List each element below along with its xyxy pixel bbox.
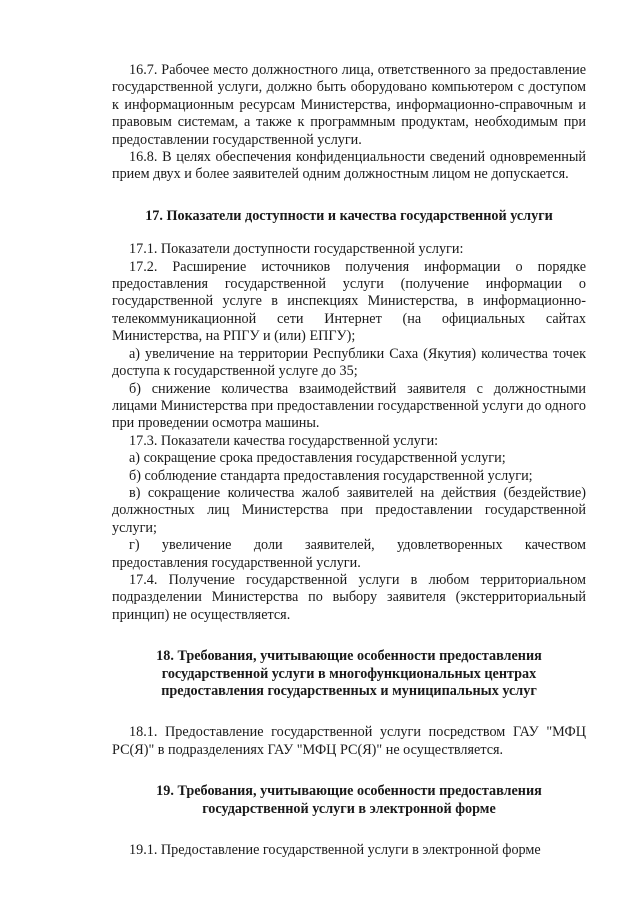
paragraph-17-2: 17.2. Расширение источников получения информации о порядке предоставления государственной услуги (получение информации о государственной услуге в инспекциях Министерства, в информационно-телекоммуникационной сети Интернет (на официальных сайтах Министерства, на РПГУ и (или) ЕПГУ); (112, 258, 586, 345)
section-18-heading-line: 18. Требования, учитывающие особенности предоставления (156, 648, 542, 665)
section-19-heading-line: 19. Требования, учитывающие особенности предоставления (156, 783, 542, 800)
section-18-heading-line: предоставления государственных и муниципальных услуг (161, 683, 537, 699)
paragraph-17-2-a: а) увеличение на территории Республики Саха (Якутия) количества точек доступа к государственной услуге до 35; (112, 345, 586, 380)
paragraph-17-4: 17.4. Получение государственной услуги в любом территориальном подразделении Министерства по выбору заявителя (экстерриториальный принцип) не осуществляется. (112, 571, 586, 623)
paragraph-16-7: 16.7. Рабочее место должностного лица, ответственного за предоставление государственной услуги, должно быть оборудовано компьютером с доступом к информационным ресурсам Министерства, информационно-справочным и правовым системам, а также к программным продуктам, необходимым при предоставлении государственной услуги. (112, 62, 586, 148)
section-19-heading (112, 783, 586, 818)
paragraph-17-3-v: в) сокращение количества жалоб заявителей на действия (бездействие) должностных лиц Министерства при предоставлении государственной услуги; (112, 484, 586, 536)
paragraph-18-1: 18.1. Предоставление государственной услуги посредством ГАУ "МФЦ РС(Я)" в подразделениях ГАУ "МФЦ РС(Я)" не осуществляется. (112, 724, 586, 758)
paragraph-17-1: 17.1. Показатели доступности государственной услуги: (129, 241, 464, 258)
section-18-heading-line: государственной услуги в многофункциональных центрах (161, 665, 537, 682)
section-19-heading-line: государственной услуги в электронной форме (202, 800, 496, 817)
paragraph-17-3: 17.3. Показатели качества государственной услуги: (129, 432, 439, 449)
section-17-heading: 17. Показатели доступности и качества государственной услуги (145, 207, 553, 224)
paragraph-19-1: 19.1. Предоставление государственной услуги в электронной форме (129, 842, 541, 859)
paragraph-16-8: 16.8. В целях обеспечения конфиденциальности сведений одновременный прием двух и более заявителей одним должностным лицом не допускается. (112, 149, 586, 183)
paragraph-17-2-b: б) снижение количества взаимодействий заявителя с должностными лицами Министерства при предоставлении государственной услуги до одного при проведении осмотра машины. (112, 380, 586, 432)
section-18-heading (112, 648, 586, 700)
document-body (112, 62, 586, 859)
paragraph-17-3-b: б) соблюдение стандарта предоставления государственной услуги; (129, 467, 533, 484)
paragraph-17-3-g: г) увеличение доли заявителей, удовлетворенных качеством предоставления государственной услуги. (112, 537, 586, 571)
paragraph-17-3-a: а) сокращение срока предоставления государственной услуги; (129, 450, 506, 467)
